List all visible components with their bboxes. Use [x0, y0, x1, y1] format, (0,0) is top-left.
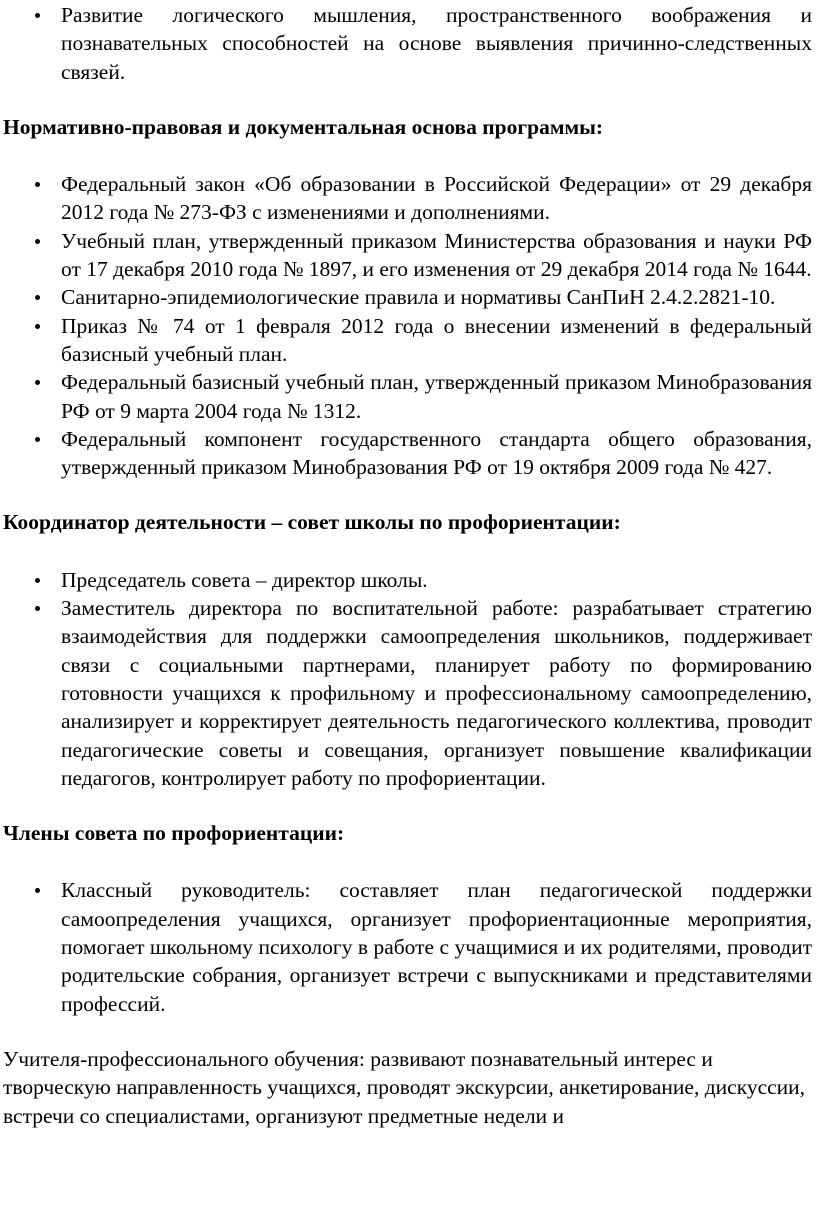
intro-list — [3, 1, 812, 86]
list-item: Санитарно-эпидемиологические правила и нормативы СанПиН 2.4.2.2821-10. — [3, 283, 812, 311]
list-item: Федеральный базисный учебный план, утвержденный приказом Минобразования РФ от 9 марта 2004 года № 1312. — [3, 368, 812, 425]
list-item: Федеральный компонент государственного стандарта общего образования, утвержденный приказом Минобразования РФ от 19 октября 2009 года № 427. — [3, 425, 812, 482]
list-item: Учебный план, утвержденный приказом Министерства образования и науки РФ от 17 декабря 2010 года № 1897, и его изменения от 29 декабря 2014 года № 1644. — [3, 227, 812, 284]
coordinator-list — [3, 566, 812, 792]
closing-paragraph: Учителя-профессионального обучения: развивают познавательный интерес и творческую направленность учащихся, проводят экскурсии, анкетирование, дискуссии, встречи со специалистами, организуют предметные недели и — [3, 1046, 806, 1128]
list-item: Приказ № 74 от 1 февраля 2012 года о внесении изменений в федеральный базисный учебный план. — [3, 312, 812, 369]
section-heading-members: Члены совета по профориентации: — [3, 821, 345, 846]
list-item: Развитие логического мышления, пространственного воображения и познавательных способностей на основе выявления причинно-следственных связей. — [3, 1, 812, 86]
list-item: Заместитель директора по воспитательной работе: разрабатывает стратегию взаимодействия для поддержки самоопределения школьников, поддерживает связи с социальными партнерами, планирует работу по формированию готовности учащихся к профильному и профессиональному самоопределению, анализирует и корректирует деятельность педагогического коллектива, проводит педагогические советы и совещания, организует повышение квалификации педагогов, контролирует работу по профориентации. — [3, 594, 812, 792]
document-page — [0, 1, 816, 1226]
members-list — [3, 876, 812, 1017]
section-heading-legal: Нормативно-правовая и документальная основа программы: — [3, 114, 604, 139]
section-heading-coordinator: Координатор деятельности – совет школы по профориентации: — [3, 510, 621, 535]
list-item: Председатель совета – директор школы. — [3, 566, 812, 594]
list-item: Федеральный закон «Об образовании в Российской Федерации» от 29 декабря 2012 года № 273-ФЗ с изменениями и дополнениями. — [3, 170, 812, 227]
list-item: Классный руководитель: составляет план педагогической поддержки самоопределения учащихся, организует профориентационные мероприятия, помогает школьному психологу в работе с учащимися и их родителями, проводит родительские собрания, организует встречи с выпускниками и представителями профессий. — [3, 876, 812, 1017]
legal-list — [3, 170, 812, 481]
